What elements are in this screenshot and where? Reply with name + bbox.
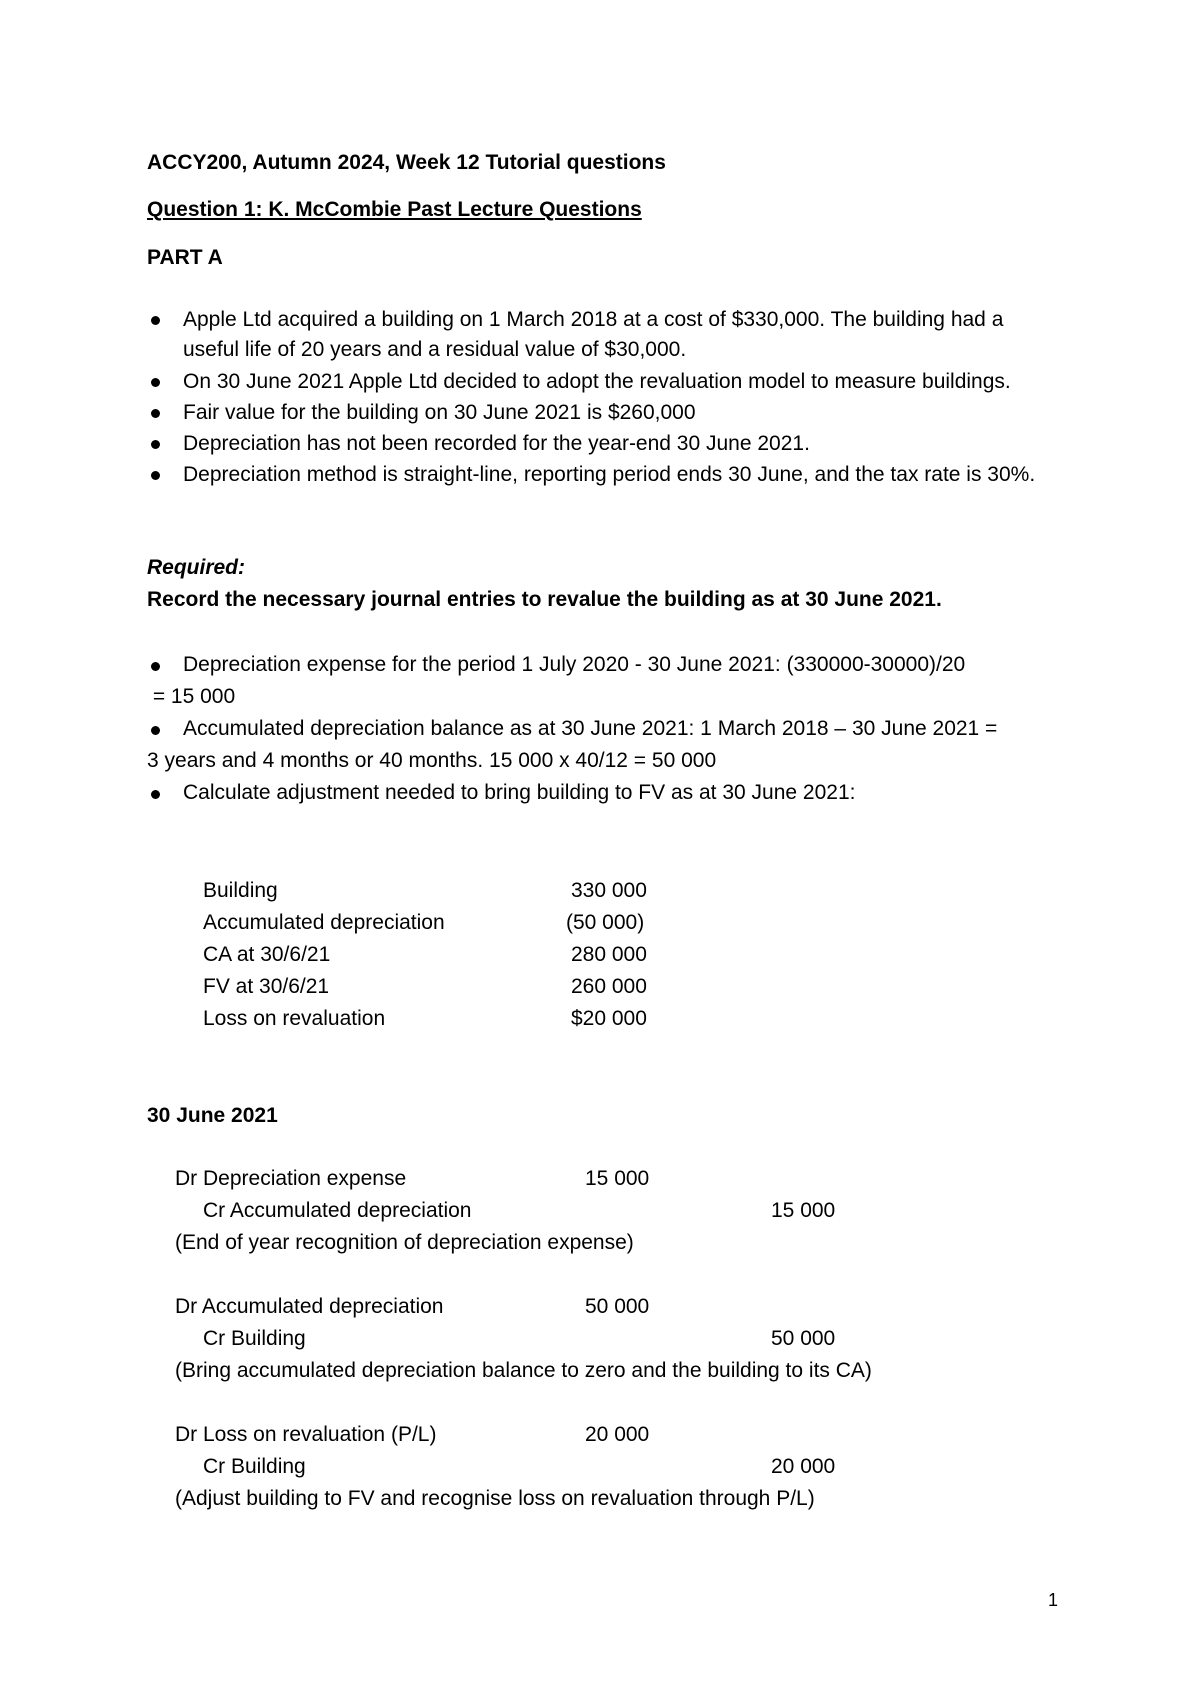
journal-dr-account: Dr Depreciation expense [175,1167,407,1190]
calc-row-label: FV at 30/6/21 [203,975,330,998]
bullet-icon [151,378,160,387]
bullet-icon [151,316,160,325]
list-item: Fair value for the building on 30 June 2021 is $260,000 [183,401,696,424]
journal-cr-account: Cr Building [203,1455,306,1478]
working-line: Accumulated depreciation balance as at 30 June 2021: 1 March 2018 – 30 June 2021 = [183,717,998,740]
list-item: Apple Ltd acquired a building on 1 March 2018 at a cost of $330,000. The building had a useful life of 20 years and a residual value of $30,000. [183,308,1004,361]
calc-row-label: Accumulated depreciation [203,911,445,934]
bullet-icon [151,790,160,799]
calc-row-value: $20 000 [571,1007,647,1030]
document-title: ACCY200, Autumn 2024, Week 12 Tutorial questions [147,151,666,174]
journal-dr-account: Dr Accumulated depreciation [175,1295,444,1318]
journal-date: 30 June 2021 [147,1104,278,1127]
calc-row-label: Building [203,879,278,902]
journal-dr-amount: 15 000 [585,1167,650,1190]
journal-cr-amount: 20 000 [771,1455,836,1478]
journal-dr-amount: 20 000 [585,1423,650,1446]
journal-dr-account: Dr Loss on revaluation (P/L) [175,1423,437,1446]
journal-cr-amount: 50 000 [771,1327,836,1350]
working-line: Calculate adjustment needed to bring building to FV as at 30 June 2021: [183,781,856,804]
list-item: Depreciation has not been recorded for the year-end 30 June 2021. [183,432,810,455]
calc-row-value: 260 000 [571,975,647,998]
journal-dr-amount: 50 000 [585,1295,650,1318]
calc-row-value: 330 000 [571,879,647,902]
bullet-icon [151,662,160,671]
calc-row-value: 280 000 [571,943,647,966]
calc-row-value: (50 000) [566,911,645,934]
working-line: 3 years and 4 months or 40 months. 15 000 x 40/12 = 50 000 [147,749,717,772]
journal-cr-account: Cr Accumulated depreciation [203,1199,472,1222]
required-label: Required: [147,556,246,579]
page-number: 1 [1048,1590,1059,1610]
calc-row-label: CA at 30/6/21 [203,943,331,966]
question-heading: Question 1: K. McCombie Past Lecture Questions [147,198,642,221]
calc-row-label: Loss on revaluation [203,1007,386,1030]
journal-narration: (Adjust building to FV and recognise loss on revaluation through P/L) [175,1487,815,1510]
list-item: Depreciation method is straight-line, reporting period ends 30 June, and the tax rate is 30%. [183,463,1036,486]
journal-cr-account: Cr Building [203,1327,306,1350]
working-line: = 15 000 [147,685,236,708]
bullet-icon [151,471,160,480]
journal-cr-amount: 15 000 [771,1199,836,1222]
bullet-icon [151,409,160,418]
required-text: Record the necessary journal entries to revalue the building as at 30 June 2021. [147,588,942,611]
bullet-icon [151,726,160,735]
journal-narration: (Bring accumulated depreciation balance to zero and the building to its CA) [175,1359,872,1382]
working-line: Depreciation expense for the period 1 July 2020 - 30 June 2021: (330000-30000)/20 [183,653,966,676]
bullet-icon [151,440,160,449]
part-heading: PART A [147,246,223,269]
list-item: On 30 June 2021 Apple Ltd decided to adopt the revaluation model to measure buildings. [183,370,1011,393]
journal-narration: (End of year recognition of depreciation expense) [175,1231,634,1254]
